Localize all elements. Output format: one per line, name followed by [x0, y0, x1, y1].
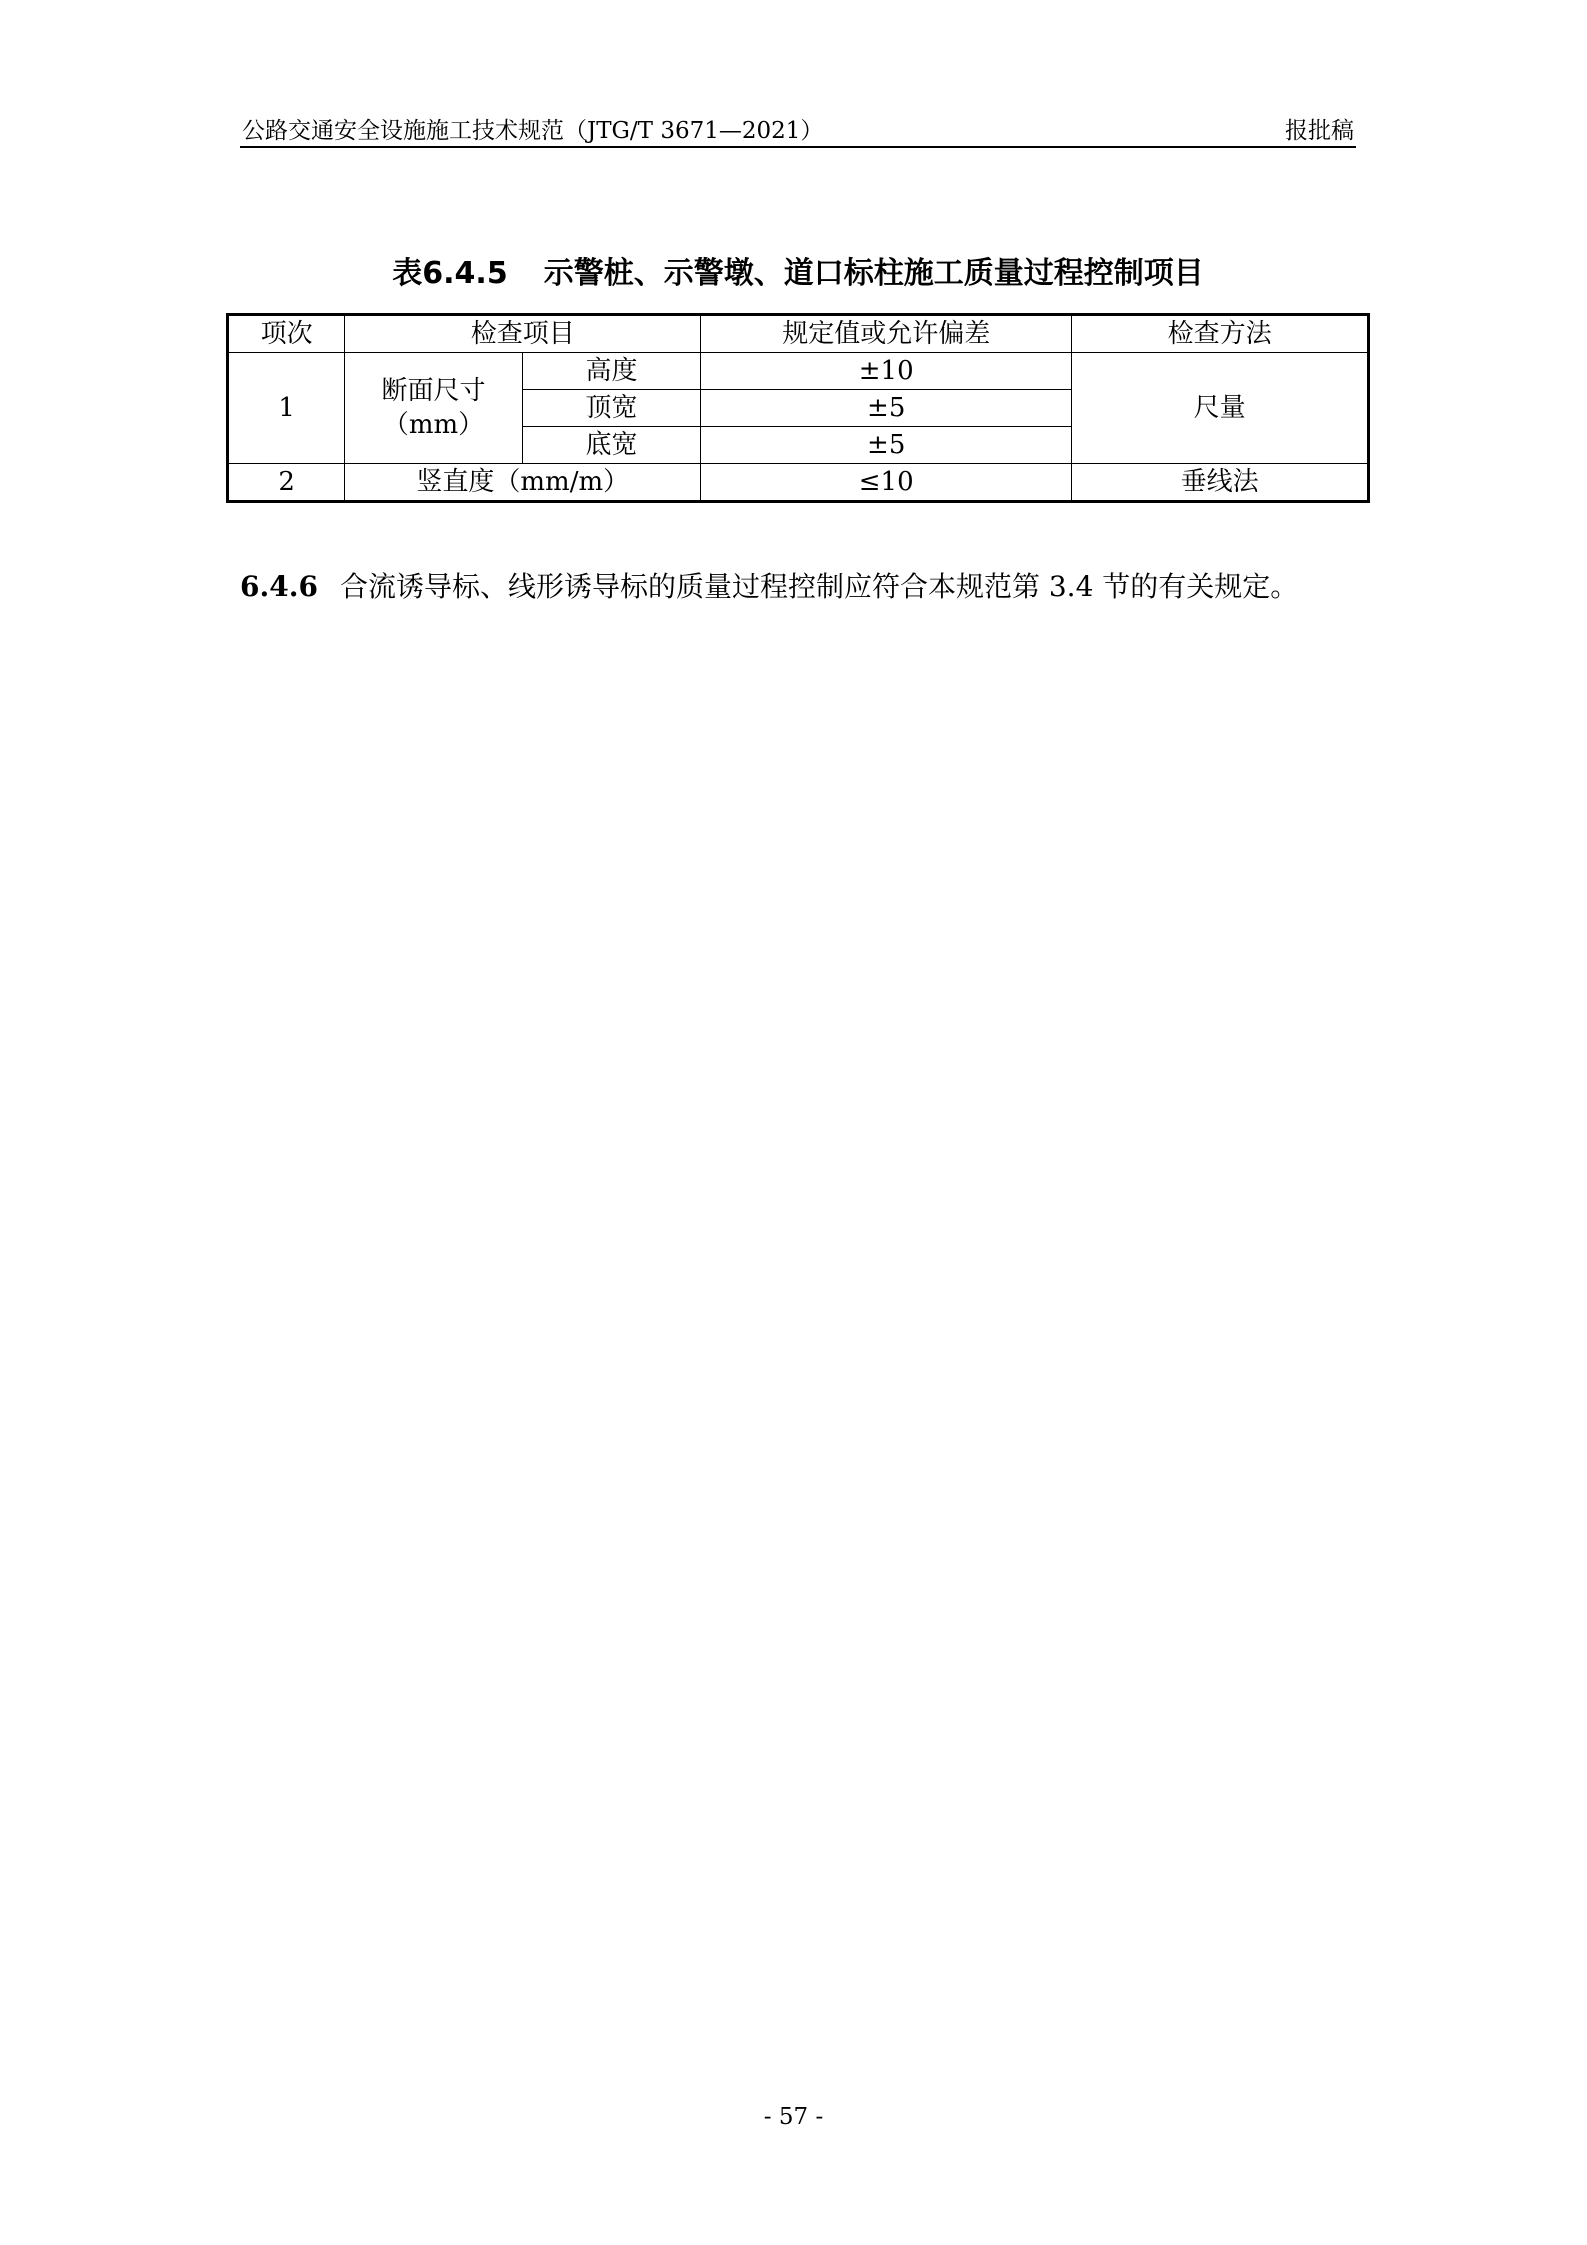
- table-header-row: [228, 315, 1369, 353]
- row1-method: 尺量: [1072, 353, 1369, 464]
- row2-value: ≤10: [701, 464, 1072, 502]
- quality-control-table: [226, 313, 1370, 503]
- row2-item: 竖直度（mm/m）: [345, 464, 701, 502]
- row2-number: 2: [228, 464, 345, 502]
- page-number: - 57 -: [763, 2104, 824, 2130]
- row1-group-label: 断面尺寸: [381, 376, 486, 406]
- clause-text: 合流诱导标、线形诱导标的质量过程控制应符合本规范第 3.4 节的有关规定。: [339, 570, 1299, 603]
- document-status: 报批稿: [1285, 118, 1354, 144]
- table-row: [228, 464, 1369, 502]
- document-title: 公路交通安全设施施工技术规范（JTG/T 3671—2021）: [242, 118, 824, 144]
- page-header: [240, 108, 1356, 148]
- row1-sub-value: ±5: [701, 390, 1072, 427]
- table-row: [228, 353, 1369, 390]
- row1-sub-name: 顶宽: [522, 390, 700, 427]
- row1-group-unit: （mm）: [382, 410, 485, 440]
- table-caption: [240, 248, 1356, 292]
- row1-number: 1: [228, 353, 345, 464]
- clause-number: 6.4.6: [240, 570, 318, 603]
- row1-group: [345, 353, 522, 464]
- clause-paragraph: [240, 558, 1360, 616]
- row1-sub-value: ±10: [701, 353, 1072, 390]
- row2-method: 垂线法: [1072, 464, 1369, 502]
- header-method: 检查方法: [1072, 315, 1369, 353]
- row1-sub-name: 底宽: [522, 427, 700, 464]
- row1-sub-value: ±5: [701, 427, 1072, 464]
- table-number: 表6.4.5: [392, 256, 508, 291]
- header-tolerance: 规定值或允许偏差: [701, 315, 1072, 353]
- header-item-no: 项次: [228, 315, 345, 353]
- table-title-text: 示警桩、示警墩、道口标柱施工质量过程控制项目: [543, 256, 1204, 291]
- header-check-item: 检查项目: [345, 315, 701, 353]
- row1-sub-name: 高度: [522, 353, 700, 390]
